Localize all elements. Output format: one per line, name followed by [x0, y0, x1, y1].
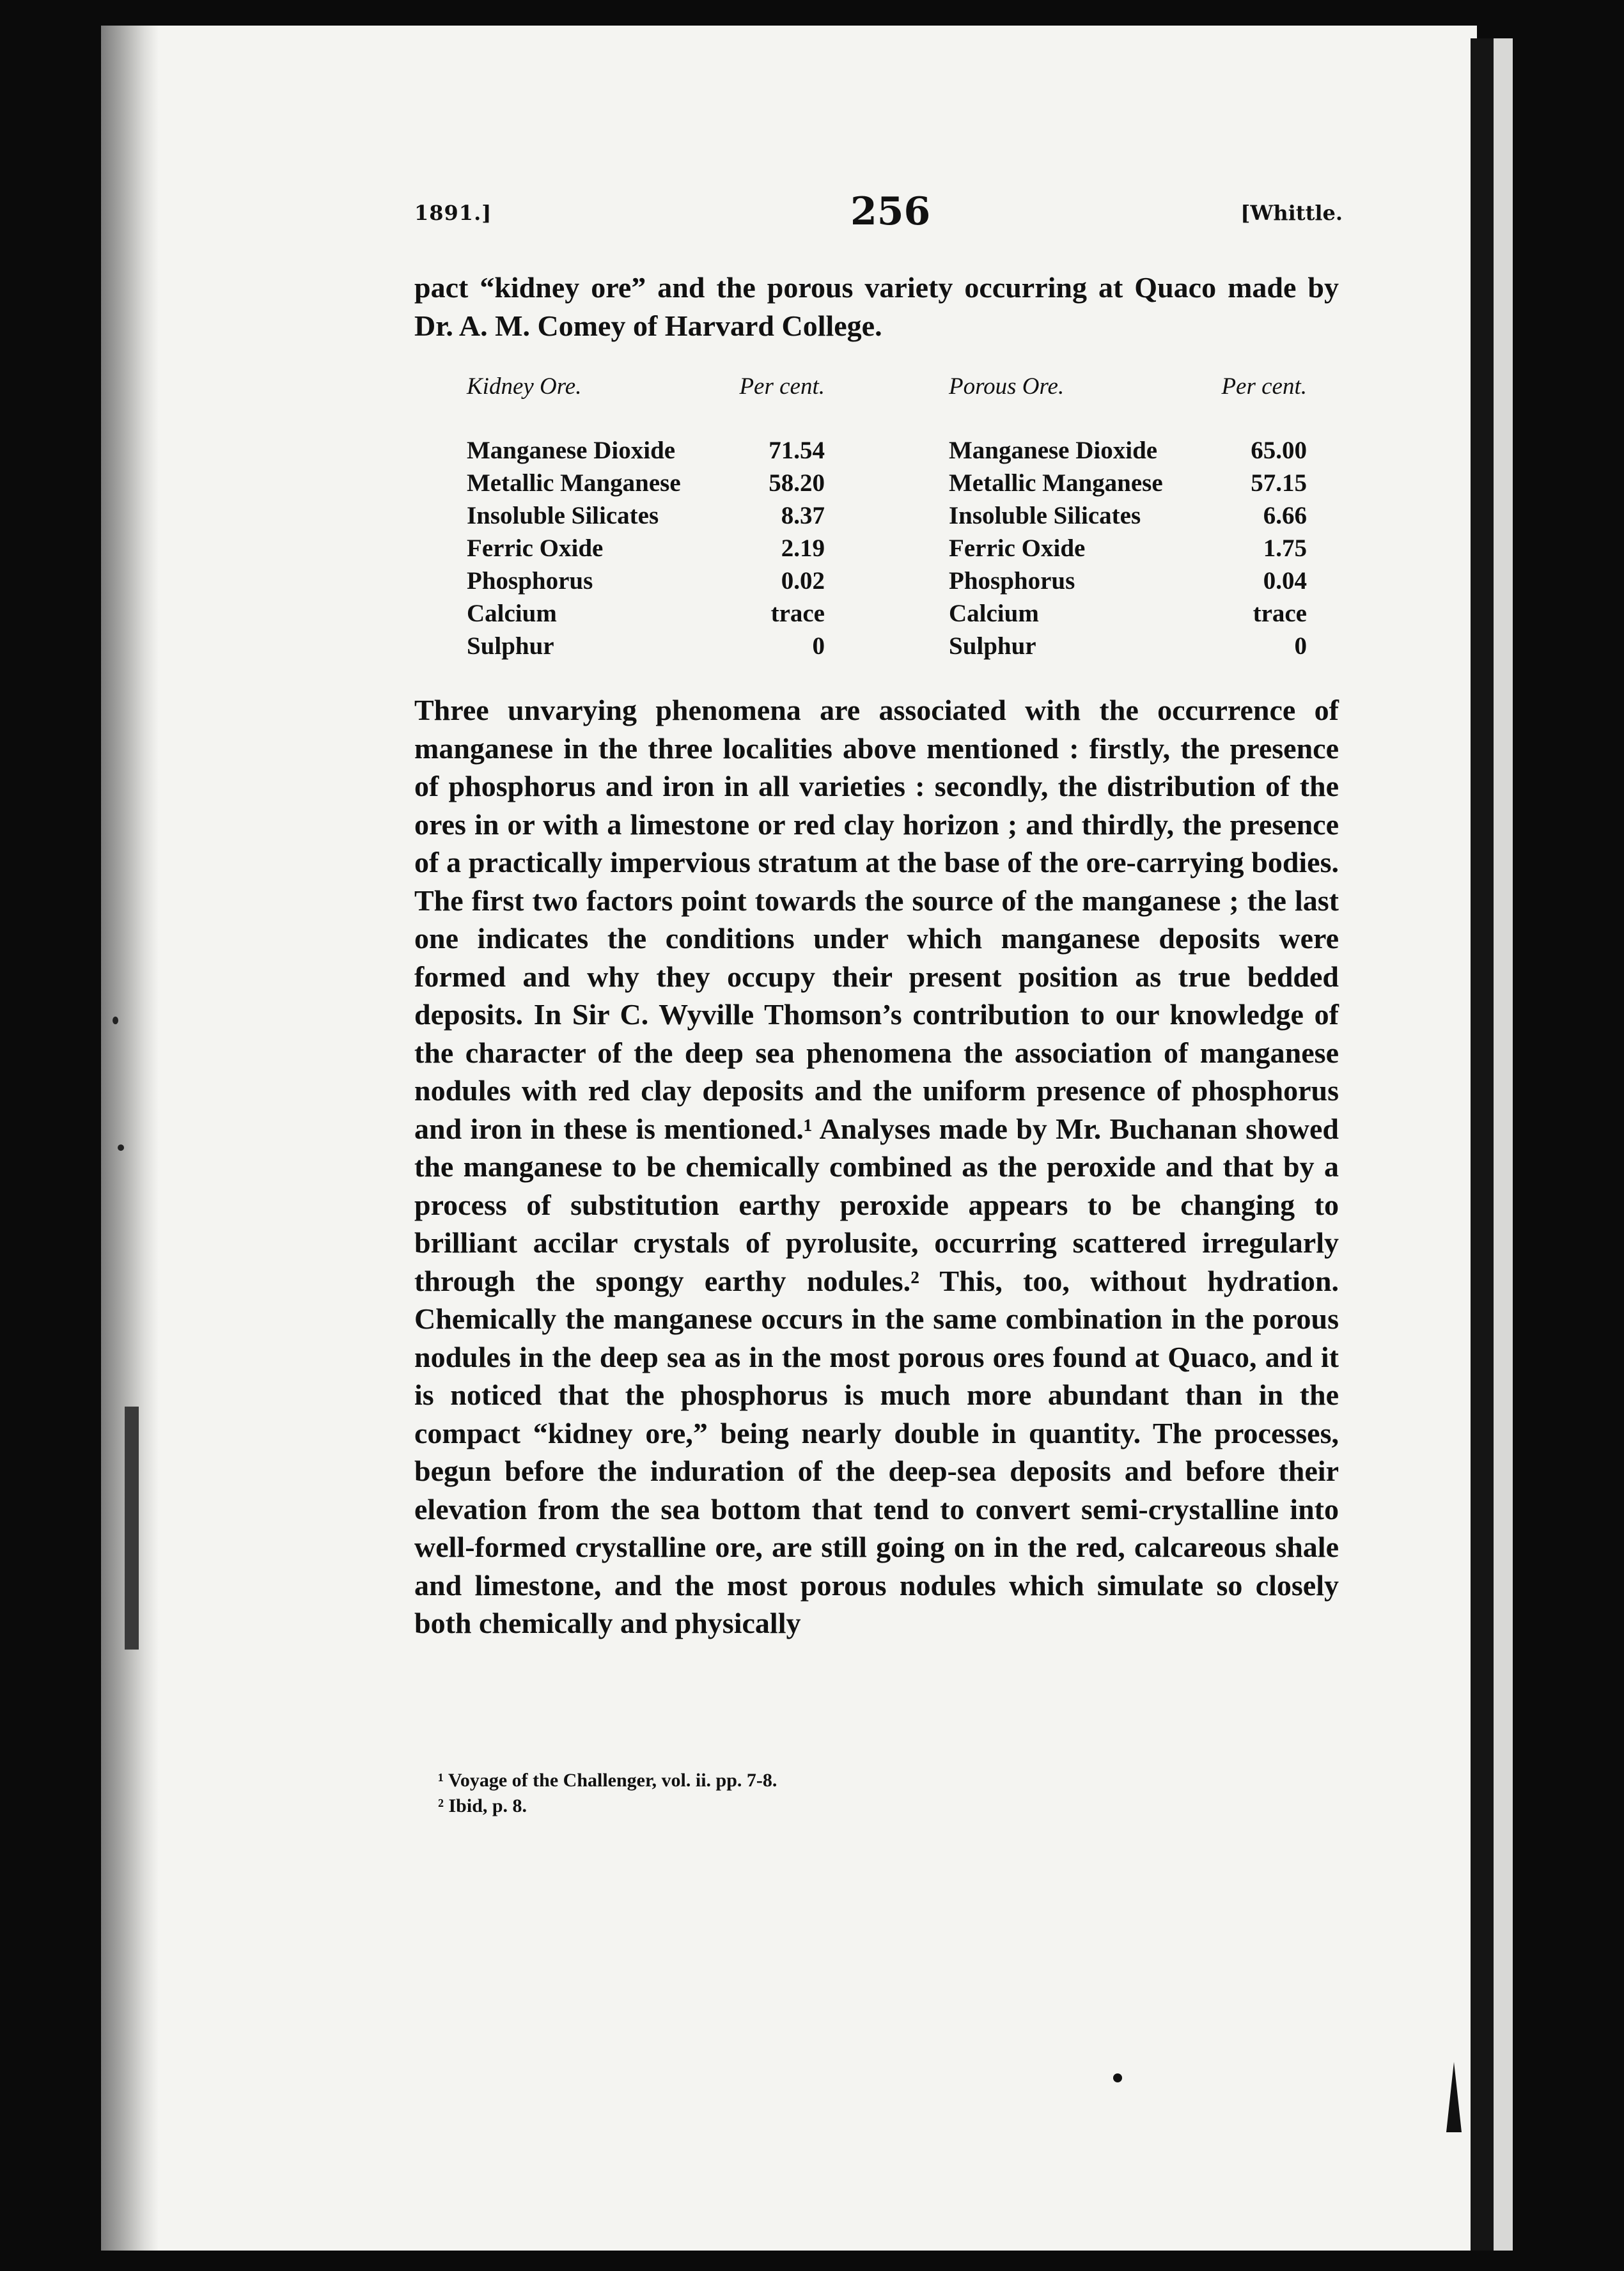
row-label: Ferric Oxide [467, 535, 604, 562]
row-value: 1.75 [1263, 535, 1307, 562]
table-row [949, 597, 1307, 630]
table-row [467, 499, 825, 532]
row-label: Sulphur [467, 632, 554, 660]
scan-speck [113, 1017, 118, 1024]
page-corner-mark [1446, 2062, 1462, 2132]
row-value: 0.02 [781, 567, 825, 595]
row-label: Sulphur [949, 632, 1036, 660]
header-year: 1891.] [414, 201, 492, 225]
table-row [467, 532, 825, 565]
table-row [467, 630, 825, 662]
row-value: 0 [812, 632, 825, 660]
footnote: ² Ibid, p. 8. [438, 1795, 527, 1816]
row-value: trace [1253, 600, 1307, 627]
row-label: Insoluble Silicates [949, 502, 1141, 529]
kidney-ore-column [467, 373, 825, 662]
row-value: 2.19 [781, 535, 825, 562]
table-row [467, 467, 825, 499]
kidney-ore-heading [467, 373, 825, 405]
table-row [949, 467, 1307, 499]
page-edge [1471, 38, 1494, 2251]
ink-spot [1113, 2073, 1122, 2082]
row-value: 8.37 [781, 502, 825, 529]
body-paragraph: Three unvarying phenomena are associated with the occurrence of manganese in the three localities above mentioned : firstly, the presence of phosphorus and iron in all varieties : secondly, the distribution of the ores in or with a limestone or red clay horizon ; and thirdly, the presence of a practically impervious stratum at the base of the ore-carrying bodies. The first two factors point towards the source of the manganese ; the last one indicates the conditions under which manganese deposits were formed and why they occupy their present position as true bedded deposits. In Sir C. Wyville Thomson’s contribution to our knowledge of the character of the deep sea phenomena the association of manganese nodules with red clay deposits and the uniform presence of phosphorus and iron in these is mentioned.¹ Analyses made by Mr. Buchanan showed the manganese to be chemically combined as the peroxide and that by a process of substitution earthy peroxide appears to be changing to brilliant accilar crystals of pyrolusite, occurring scattered irregularly through the spongy earthy nodules.² This, too, without hydration. Chemically the manganese occurs in the same combination in the porous nodules in the deep sea as in the most porous ores found at Quaco, and it is noticed that the phosphorus is much more abundant than in the compact “kidney ore,” being nearly double in quantity. The processes, begun before the induration of the deep-sea deposits and before their elevation from the sea bottom that tend to convert semi-crystalline into well-formed crystalline ore, are still going on in the red, calcareous shale and limestone, and the most porous nodules which simulate so closely both chemically and physically [414, 694, 1339, 1639]
page-number: 256 [850, 189, 931, 234]
porous-ore-heading [949, 373, 1307, 405]
intro-paragraph: pact “kidney ore” and the porous variety occurring at Quaco made by Dr. A. M. Comey of Harvard College. [414, 271, 1339, 342]
row-label: Calcium [467, 600, 557, 627]
table-row [949, 630, 1307, 662]
table-row [949, 499, 1307, 532]
row-label: Calcium [949, 600, 1039, 627]
row-label: Phosphorus [467, 567, 593, 595]
row-label: Metallic Manganese [949, 469, 1163, 497]
next-page-strip [1494, 38, 1513, 2251]
row-value: 6.66 [1263, 502, 1307, 529]
row-value: 57.15 [1251, 469, 1307, 497]
row-label: Insoluble Silicates [467, 502, 659, 529]
row-label: Manganese Dioxide [949, 437, 1158, 464]
table-row [467, 597, 825, 630]
porous-ore-title: Porous Ore. [949, 373, 1065, 400]
porous-ore-unit: Per cent. [1221, 373, 1307, 400]
footnote: ¹ Voyage of the Challenger, vol. ii. pp. 7-8. [438, 1770, 777, 1791]
table-row [949, 532, 1307, 565]
footnotes [438, 1768, 1205, 1819]
row-label: Ferric Oxide [949, 535, 1086, 562]
row-label: Manganese Dioxide [467, 437, 676, 464]
table-row [949, 565, 1307, 597]
row-value: 0 [1294, 632, 1307, 660]
table-row [467, 565, 825, 597]
porous-ore-column [949, 373, 1307, 662]
table-row [949, 434, 1307, 467]
page-gutter-shadow [101, 26, 159, 2251]
table-row [467, 434, 825, 467]
kidney-ore-title: Kidney Ore. [467, 373, 582, 400]
row-value: trace [770, 600, 825, 627]
row-value: 0.04 [1263, 567, 1307, 595]
row-value: 65.00 [1251, 437, 1307, 464]
kidney-ore-unit: Per cent. [739, 373, 825, 400]
row-value: 71.54 [769, 437, 825, 464]
running-header [409, 189, 1355, 240]
header-author: [Whittle. [1240, 201, 1343, 225]
row-label: Phosphorus [949, 567, 1075, 595]
scan-speck [118, 1144, 124, 1151]
binding-mark [125, 1407, 139, 1650]
row-label: Metallic Manganese [467, 469, 681, 497]
row-value: 58.20 [769, 469, 825, 497]
